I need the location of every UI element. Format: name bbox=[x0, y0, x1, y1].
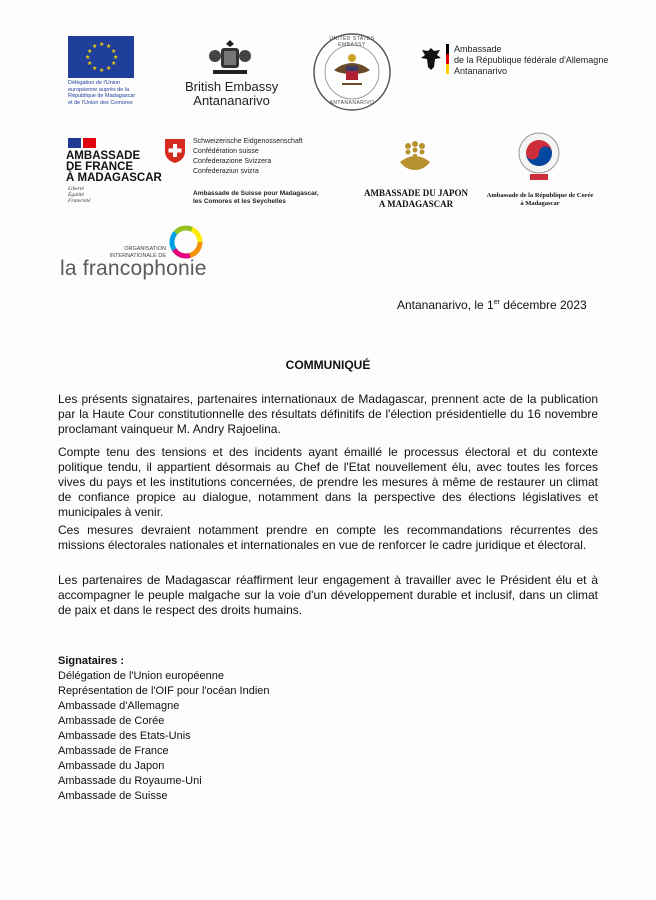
france-motto bbox=[68, 186, 91, 204]
svg-text:★: ★ bbox=[99, 41, 105, 48]
japan-line1: AMBASSADE DU JAPON bbox=[363, 188, 468, 198]
uk-caption bbox=[185, 80, 278, 108]
paragraph: Ces mesures devraient notamment prendre en compte les recommandations récurrentes des missions électorales nationales et internationales en vue de renforcer le cadre juridique et électoral. bbox=[58, 523, 598, 552]
swiss-lang-line: Confederazione Svizzera bbox=[193, 158, 272, 165]
dateline bbox=[397, 298, 587, 312]
germany-caption bbox=[454, 44, 608, 77]
swiss-lang-line: Confederaziun svizra bbox=[193, 168, 259, 175]
svg-text:★: ★ bbox=[92, 65, 98, 72]
us-seal-text-top: UNITED STATES EMBASSY bbox=[329, 36, 375, 48]
list-item: Délégation de l'Union européenne bbox=[58, 670, 225, 682]
japan-line2: A MADAGASCAR bbox=[378, 199, 454, 209]
list-item: Ambassade de Corée bbox=[58, 715, 165, 727]
germany-line2: de la République fédérale d'Allemagne bbox=[454, 55, 609, 65]
japan-caption bbox=[361, 188, 471, 210]
paragraph: Les partenaires de Madagascar réaffirment leur engagement à travailler avec le Président élu et à accompagner le peuple malgache sur la voie d'un développement durable et inclusif, dans un climat de paix et dans le respect des droits humains. bbox=[58, 573, 598, 617]
japan-paulownia-icon bbox=[396, 138, 434, 176]
eu-caption-line: Délégation de l'Union bbox=[68, 80, 121, 86]
eu-caption-line: européenne auprès de la bbox=[68, 86, 130, 93]
dateline-prefix: Antananarivo, le 1 bbox=[397, 298, 494, 312]
swiss-lang-line: Confédération suisse bbox=[193, 148, 259, 155]
svg-text:★: ★ bbox=[87, 60, 93, 67]
oif-ring-icon bbox=[168, 224, 204, 260]
paragraph: Compte tenu des tensions et des incidents ayant émaillé le processus électoral et du contexte politique tendu, il appartient désormais au Chef de l'Etat nouvellement élu, avec toutes les forces vives du pays et les institutions concernées, de prendre les mesures à même de restaurer un climat de confiance propice au dialogue, notamment dans la perspective des élections législatives et municipales à venir. bbox=[58, 445, 598, 519]
signatories-heading: Signataires : bbox=[58, 655, 125, 667]
swiss-shield-icon bbox=[164, 138, 186, 164]
france-line1: AMBASSADE bbox=[66, 150, 141, 162]
eu-logo bbox=[68, 36, 134, 78]
germany-line1: Ambassade bbox=[454, 44, 502, 54]
korea-line2: à Madagascar bbox=[520, 200, 560, 207]
list-item: Ambassade d'Allemagne bbox=[58, 700, 180, 712]
page-title: COMMUNIQUÉ bbox=[285, 358, 371, 372]
list-item: Ambassade du Japon bbox=[58, 760, 165, 772]
paragraph: Les présents signataires, partenaires internationaux de Madagascar, prennent acte de la publication par la Haute Cour constitutionnelle des résultats définitifs de l'élection présidentielle du 16 novembre proclamant vainqueur M. Andry Rajoelina. bbox=[58, 392, 598, 436]
korea-caption bbox=[480, 192, 600, 208]
list-item: Représentation de l'OIF pour l'océan Indien bbox=[58, 685, 270, 697]
swiss-lang-line: Schweizerische Eidgenossenschaft bbox=[193, 138, 303, 145]
svg-text:★: ★ bbox=[99, 67, 105, 74]
svg-text:★: ★ bbox=[111, 48, 117, 55]
uk-line1: British Embassy bbox=[185, 79, 279, 94]
eu-caption-line: République de Madagascar bbox=[68, 93, 136, 99]
uk-royal-arms-icon bbox=[207, 36, 253, 78]
svg-text:★: ★ bbox=[111, 60, 117, 67]
swiss-languages bbox=[193, 137, 303, 177]
france-line3: À MADAGASCAR bbox=[66, 172, 162, 184]
swiss-caption bbox=[193, 190, 319, 206]
list-item: Ambassade des Etats-Unis bbox=[58, 730, 191, 742]
oif-line1: ORGANISATION bbox=[124, 246, 166, 252]
svg-text:★: ★ bbox=[106, 43, 112, 50]
svg-text:★: ★ bbox=[106, 65, 112, 72]
germany-flag-bar bbox=[446, 44, 449, 74]
france-motto-line: Égalité bbox=[68, 192, 84, 198]
oif-line2: INTERNATIONALE DE bbox=[109, 252, 166, 259]
france-motto-line: Liberté bbox=[68, 186, 84, 192]
oif-wordmark: la francophonie bbox=[60, 257, 207, 280]
germany-eagle-icon bbox=[420, 46, 442, 72]
france-line2: DE FRANCE bbox=[66, 161, 134, 173]
eu-caption-line: et de l'Union des Comores bbox=[68, 99, 133, 106]
korea-emblem-icon bbox=[516, 130, 562, 184]
france-motto-line: Fraternité bbox=[68, 198, 91, 204]
list-item: Ambassade du Royaume-Uni bbox=[58, 775, 202, 787]
france-caption bbox=[66, 151, 162, 184]
swiss-caption-line: Ambassade de Suisse pour Madagascar, bbox=[193, 190, 319, 197]
germany-line3: Antananarivo bbox=[454, 66, 508, 76]
list-item: Ambassade de France bbox=[58, 745, 169, 757]
dateline-sup: er bbox=[493, 299, 500, 306]
signatories-list bbox=[58, 669, 270, 804]
svg-text:★: ★ bbox=[113, 54, 119, 61]
eu-caption bbox=[68, 80, 148, 106]
svg-text:★: ★ bbox=[85, 54, 91, 61]
us-seal-text-bottom: ANTANANARIVO bbox=[329, 100, 375, 106]
uk-line2: Antananarivo bbox=[193, 93, 270, 108]
svg-text:★: ★ bbox=[87, 48, 93, 55]
korea-line1: Ambassade de la République de Corée bbox=[486, 192, 594, 199]
eu-stars-icon bbox=[68, 36, 134, 78]
list-item: Ambassade de Suisse bbox=[58, 790, 168, 802]
dateline-suffix: décembre 2023 bbox=[499, 298, 587, 312]
swiss-caption-line: les Comores et les Seychelles bbox=[193, 198, 286, 205]
france-marianne-icon bbox=[68, 138, 96, 148]
svg-text:★: ★ bbox=[92, 43, 98, 50]
